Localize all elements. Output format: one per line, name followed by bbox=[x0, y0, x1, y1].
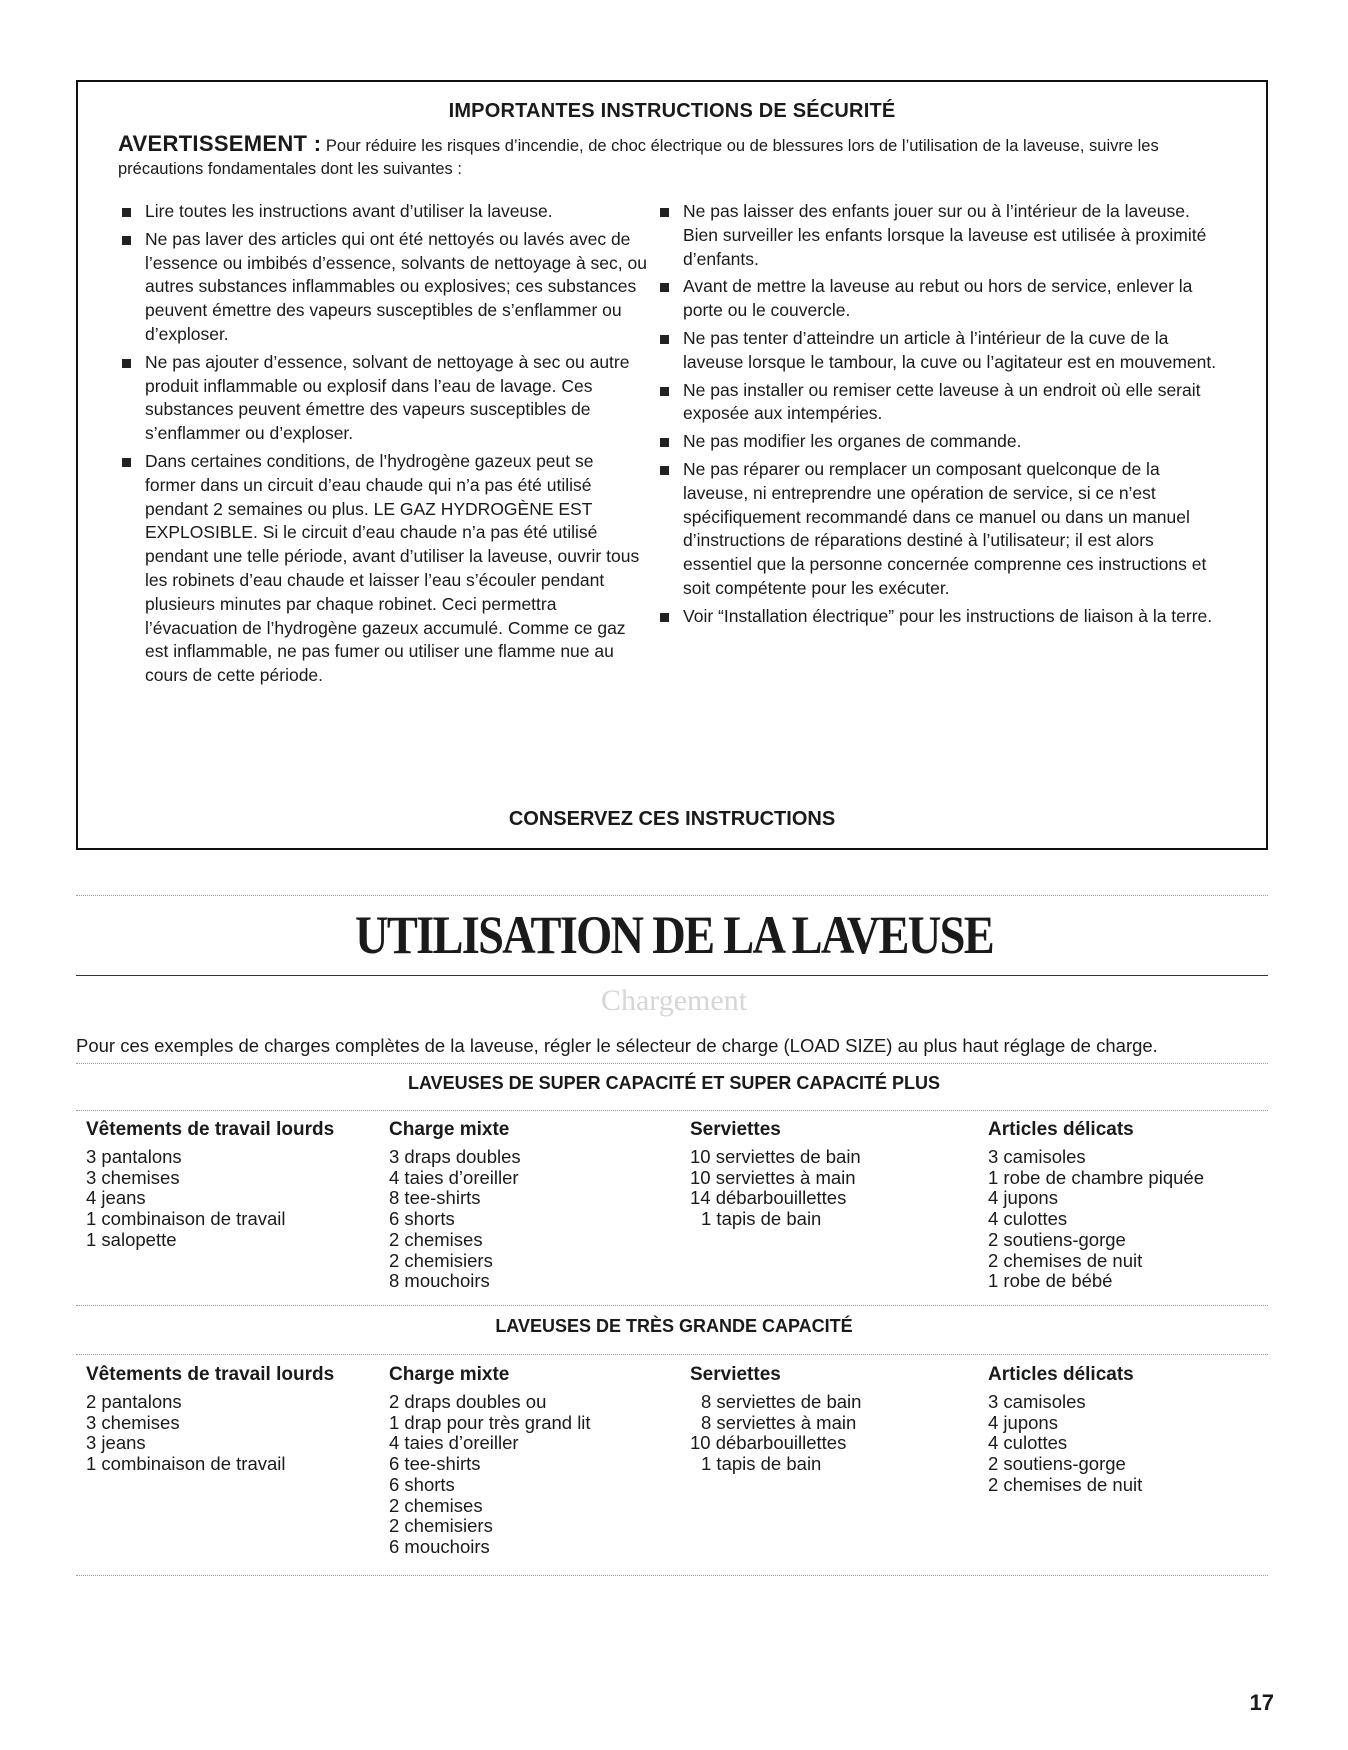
list-item: 1 salopette bbox=[86, 1228, 177, 1250]
safety-right-column bbox=[656, 200, 1221, 633]
square-bullet-icon bbox=[660, 466, 669, 475]
list-item: 6 tee-shirts bbox=[389, 1453, 481, 1475]
safety-item: Voir “Installation électrique” pour les instructions de liaison à la terre. bbox=[656, 605, 1221, 629]
conserve-instructions: CONSERVEZ CES INSTRUCTIONS bbox=[508, 808, 836, 830]
list-item: 10 serviettes à main bbox=[690, 1166, 856, 1188]
list-item: 8 mouchoirs bbox=[389, 1270, 490, 1292]
safety-item: Ne pas installer ou remiser cette laveuse à un endroit où elle serait exposée aux intempéries. bbox=[656, 379, 1221, 427]
list-item: 1 robe de chambre piquée bbox=[988, 1166, 1204, 1188]
load-column bbox=[86, 1119, 334, 1251]
list-item: 2 soutiens-gorge bbox=[988, 1453, 1126, 1475]
divider bbox=[76, 975, 1268, 976]
warning-label: AVERTISSEMENT : bbox=[118, 131, 322, 156]
square-bullet-icon bbox=[660, 335, 669, 344]
safety-item: Dans certaines conditions, de l’hydrogène gazeux peut se former dans un circuit d’eau chaude qui n’a pas été utilisé pendant 2 semaines ou plus. LE GAZ HYDROGÈNE EST EXPLOSIBLE. Si le circuit d’eau chaude n’a pas été utilisé pendant une telle période, avant d’utiliser la laveuse, ouvrir tous les robinets d’eau chaude et laisser l’eau s’écouler pendant plusieurs minutes par chaque robinet. Ceci permettra l’évacuation de l’hydrogène gazeux accumulé. Comme ce gaz est inflammable, ne pas fumer ou utiliser une flamme nue au cours de cette période. bbox=[118, 450, 648, 688]
square-bullet-icon bbox=[660, 438, 669, 447]
list-item: 2 chemises de nuit bbox=[988, 1249, 1143, 1271]
column-header: Charge mixte bbox=[389, 1364, 510, 1385]
list-item: 6 shorts bbox=[389, 1208, 455, 1230]
list-item: 4 jeans bbox=[86, 1187, 146, 1209]
list-item: 3 pantalons bbox=[86, 1146, 182, 1167]
divider bbox=[76, 1110, 1268, 1111]
square-bullet-icon bbox=[660, 283, 669, 292]
column-header: Articles délicats bbox=[988, 1119, 1134, 1140]
list-item: 4 culottes bbox=[988, 1208, 1068, 1230]
square-bullet-icon bbox=[122, 208, 131, 217]
column-header: Articles délicats bbox=[988, 1364, 1134, 1385]
list-item: 1 combinaison de travail bbox=[86, 1208, 286, 1230]
square-bullet-icon bbox=[122, 359, 131, 368]
list-item: 2 draps doubles ou bbox=[389, 1391, 547, 1412]
square-bullet-icon bbox=[660, 613, 669, 622]
list-item: 2 chemises de nuit bbox=[988, 1473, 1143, 1495]
warning-text: Pour réduire les risques d’incendie, de choc électrique ou de blessures lors de l’utilisation de la laveuse, suivre les précautions fondamentales dont les suivantes : bbox=[118, 137, 1159, 178]
safety-item: Ne pas réparer ou remplacer un composant quelconque de la laveuse, ni entreprendre une opération de service, si ce n’est spécifiquement recommandé dans ce manuel ou dans un manuel d’instructions de réparations destiné à l’utilisateur; il est alors essentiel que la personne concernée comprenne ces instructions et soit compétente pour les exécuter. bbox=[656, 458, 1221, 601]
list-item: 3 camisoles bbox=[988, 1391, 1086, 1412]
list-item: 3 chemises bbox=[86, 1166, 180, 1188]
safety-item: Ne pas modifier les organes de commande. bbox=[656, 430, 1221, 454]
list-item: 1 drap pour très grand lit bbox=[389, 1411, 591, 1433]
list-item: 6 shorts bbox=[389, 1473, 455, 1495]
list-item: 2 chemises bbox=[389, 1228, 483, 1250]
list-item: 10 débarbouillettes bbox=[690, 1432, 847, 1454]
list-item: 2 pantalons bbox=[86, 1391, 182, 1412]
warning-paragraph bbox=[118, 132, 1226, 181]
load-column bbox=[988, 1364, 1142, 1496]
divider bbox=[76, 1354, 1268, 1355]
divider bbox=[76, 895, 1268, 896]
divider bbox=[76, 1063, 1268, 1064]
list-item: 3 draps doubles bbox=[389, 1146, 521, 1167]
column-header: Vêtements de travail lourds bbox=[86, 1119, 335, 1140]
list-item: 3 chemises bbox=[86, 1411, 180, 1433]
list-item: 1 tapis de bain bbox=[701, 1453, 822, 1475]
list-item: 2 soutiens-gorge bbox=[988, 1228, 1126, 1250]
list-item: 8 serviettes de bain bbox=[701, 1391, 862, 1412]
list-item: 10 serviettes de bain bbox=[690, 1146, 861, 1167]
list-item: 2 chemises bbox=[389, 1494, 483, 1516]
list-item: 4 culottes bbox=[988, 1432, 1068, 1454]
list-item: 4 taies d’oreiller bbox=[389, 1166, 519, 1188]
safety-item: Ne pas ajouter d’essence, solvant de nettoyage à sec ou autre produit inflammable ou explosif dans l’eau de lavage. Ces substances peuvent émettre des vapeurs susceptibles de s’enflammer ou d’exploser. bbox=[118, 351, 648, 446]
divider bbox=[76, 1575, 1268, 1576]
column-header: Vêtements de travail lourds bbox=[86, 1364, 335, 1385]
safety-instructions-box bbox=[76, 80, 1268, 850]
list-item: 1 tapis de bain bbox=[701, 1208, 822, 1230]
column-header: Serviettes bbox=[690, 1364, 781, 1385]
load-column bbox=[86, 1364, 334, 1475]
list-item: 3 jeans bbox=[86, 1432, 146, 1454]
column-header: Serviettes bbox=[690, 1119, 781, 1140]
safety-item: Lire toutes les instructions avant d’utiliser la laveuse. bbox=[118, 200, 648, 224]
list-item: 8 tee-shirts bbox=[389, 1187, 481, 1209]
list-item: 1 robe de bébé bbox=[988, 1270, 1113, 1292]
table-title: LAVEUSES DE TRÈS GRANDE CAPACITÉ bbox=[495, 1316, 853, 1336]
list-item: 2 chemisiers bbox=[389, 1515, 493, 1537]
list-item: 4 taies d’oreiller bbox=[389, 1432, 519, 1454]
list-item: 6 mouchoirs bbox=[389, 1535, 490, 1557]
load-column bbox=[389, 1364, 591, 1558]
square-bullet-icon bbox=[660, 208, 669, 217]
safety-title: IMPORTANTES INSTRUCTIONS DE SÉCURITÉ bbox=[448, 100, 896, 122]
list-item: 14 débarbouillettes bbox=[690, 1187, 847, 1209]
column-header: Charge mixte bbox=[389, 1119, 510, 1140]
subsection-title: Chargement bbox=[600, 984, 748, 1017]
list-item: 3 camisoles bbox=[988, 1146, 1086, 1167]
safety-item: Ne pas laisser des enfants jouer sur ou à l’intérieur de la laveuse. Bien surveiller les enfants lorsque la laveuse est utilisée à proximité d’enfants. bbox=[656, 200, 1221, 271]
table-title: LAVEUSES DE SUPER CAPACITÉ ET SUPER CAPACITÉ PLUS bbox=[407, 1073, 941, 1093]
list-item: 4 jupons bbox=[988, 1187, 1058, 1209]
safety-item: Ne pas tenter d’atteindre un article à l’intérieur de la cuve de la laveuse lorsque le tambour, la cuve ou l’agitateur est en mouvement. bbox=[656, 327, 1221, 375]
intro-text: Pour ces exemples de charges complètes de la laveuse, régler le sélecteur de charge (LOAD SIZE) au plus haut réglage de charge. bbox=[76, 1035, 1158, 1056]
safety-item: Avant de mettre la laveuse au rebut ou hors de service, enlever la porte ou le couvercle. bbox=[656, 275, 1221, 323]
safety-item: Ne pas laver des articles qui ont été nettoyés ou lavés avec de l’essence ou imbibés d’essence, solvants de nettoyage à sec, ou autres substances inflammables ou explosives; ces substances peuvent émettre des vapeurs susceptibles de s’enflammer ou d’exploser. bbox=[118, 228, 648, 347]
load-column bbox=[690, 1119, 861, 1230]
square-bullet-icon bbox=[660, 387, 669, 396]
list-item: 4 jupons bbox=[988, 1411, 1058, 1433]
list-item: 2 chemisiers bbox=[389, 1249, 493, 1271]
safety-left-column bbox=[118, 200, 648, 692]
load-column bbox=[988, 1119, 1204, 1292]
divider bbox=[76, 1305, 1268, 1306]
load-column bbox=[690, 1364, 861, 1475]
square-bullet-icon bbox=[122, 236, 131, 245]
load-column bbox=[389, 1119, 521, 1292]
page-number: 17 bbox=[1249, 1690, 1274, 1715]
list-item: 1 combinaison de travail bbox=[86, 1453, 286, 1475]
list-item: 8 serviettes à main bbox=[701, 1411, 857, 1433]
section-title: UTILISATION DE LA LAVEUSE bbox=[355, 905, 993, 965]
square-bullet-icon bbox=[122, 458, 131, 467]
